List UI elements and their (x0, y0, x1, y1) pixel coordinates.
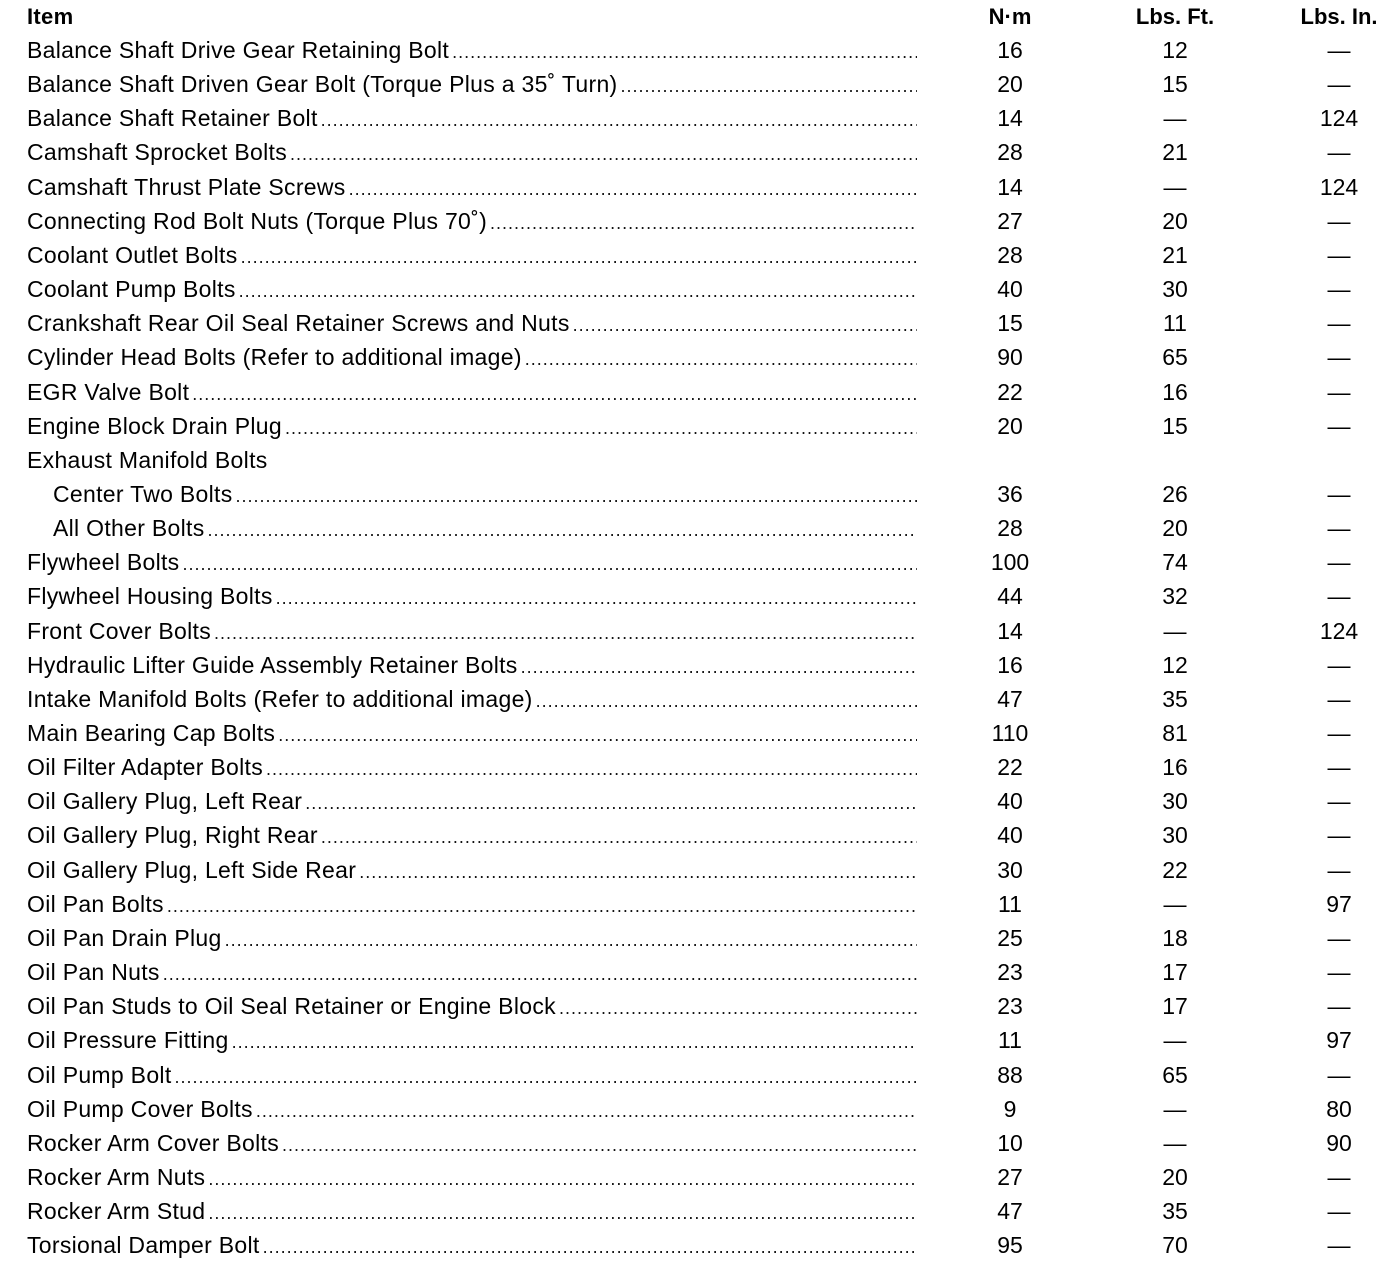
item-cell (27, 1194, 917, 1228)
lbs-ft-value: 18 (1162, 924, 1188, 951)
lbs-ft-value: 22 (1162, 856, 1188, 883)
dot-leader (278, 718, 917, 750)
item-cell (27, 1058, 917, 1092)
item-label: Oil Gallery Plug, Left Side Rear (27, 856, 357, 883)
lbs-in-value: — (1327, 207, 1351, 234)
lbs-ft-value: 16 (1162, 754, 1188, 781)
table-row (0, 204, 1392, 238)
nm-value: 27 (997, 207, 1023, 234)
nm-value: 11 (998, 890, 1022, 917)
nm-value: 10 (997, 1129, 1023, 1156)
dot-leader (359, 855, 917, 887)
dot-leader (208, 513, 918, 545)
table-row (0, 306, 1392, 340)
lbs-ft-value: — (1163, 105, 1187, 132)
nm-value: 110 (991, 720, 1029, 746)
table-row (0, 511, 1392, 545)
item-label: Balance Shaft Driven Gear Bolt (Torque Plus a 35˚ Turn) (27, 71, 618, 98)
lbs-in-value: — (1327, 959, 1351, 986)
lbs-ft-value: — (1163, 1129, 1187, 1156)
item-label: Engine Block Drain Plug (27, 412, 282, 439)
table-row (0, 545, 1392, 579)
item-cell (27, 204, 917, 238)
lbs-in-value: — (1327, 310, 1351, 337)
item-label: Rocker Arm Nuts (27, 1163, 206, 1190)
item-cell (27, 135, 917, 169)
nm-value: 16 (997, 651, 1023, 678)
table-row (0, 955, 1392, 989)
item-cell (27, 1160, 917, 1194)
item-cell (27, 818, 917, 852)
lbs-in-value: 80 (1326, 1095, 1352, 1122)
table-row (0, 989, 1392, 1023)
nm-value: 30 (997, 856, 1023, 883)
item-cell (27, 853, 917, 887)
dot-leader (490, 206, 917, 238)
lbs-ft-value: — (1163, 173, 1187, 200)
lbs-in-value: — (1327, 344, 1351, 371)
lbs-ft-value: 21 (1162, 241, 1188, 268)
nm-value: 23 (997, 993, 1023, 1020)
nm-value: 40 (997, 822, 1023, 849)
nm-value: 11 (998, 1027, 1022, 1054)
lbs-in-value: 97 (1326, 1027, 1352, 1054)
item-label: Oil Pump Cover Bolts (27, 1095, 253, 1122)
item-cell (27, 784, 917, 818)
item-label: Hydraulic Lifter Guide Assembly Retainer Bolts (27, 651, 518, 678)
item-cell (27, 443, 917, 477)
table-row (0, 67, 1392, 101)
dot-leader (525, 342, 917, 374)
table-row (0, 853, 1392, 887)
header-lbs-ft: Lbs. Ft. (1135, 4, 1215, 29)
lbs-in-value: — (1327, 412, 1351, 439)
table-row (0, 340, 1392, 374)
nm-value: 22 (997, 378, 1023, 405)
item-cell (27, 170, 917, 204)
lbs-in-value: 97 (1326, 890, 1352, 917)
item-label: Oil Pan Drain Plug (27, 924, 222, 951)
lbs-ft-value: 65 (1162, 344, 1188, 371)
item-label: Balance Shaft Drive Gear Retaining Bolt (27, 37, 450, 63)
item-cell (27, 101, 917, 135)
item-label: Rocker Arm Cover Bolts (27, 1129, 279, 1156)
nm-value: 28 (997, 241, 1023, 268)
table-row (0, 1092, 1392, 1126)
dot-leader (239, 274, 917, 306)
nm-value: 9 (1003, 1095, 1017, 1122)
nm-value: 23 (997, 959, 1023, 986)
lbs-in-value: — (1327, 480, 1351, 507)
lbs-ft-value: 81 (1162, 720, 1188, 746)
lbs-in-value: — (1327, 1163, 1351, 1190)
lbs-in-value: 124 (1319, 105, 1359, 132)
nm-value (950, 443, 1070, 477)
lbs-ft-value (1115, 443, 1235, 477)
item-cell (27, 375, 917, 409)
lbs-in-value: — (1327, 71, 1351, 98)
nm-value: 40 (997, 276, 1023, 303)
nm-value: 14 (997, 173, 1023, 200)
dot-leader (208, 1196, 917, 1228)
nm-value: 20 (997, 71, 1023, 98)
header-nm: N·m (988, 4, 1032, 29)
table-row (0, 614, 1392, 648)
item-cell (27, 887, 917, 921)
item-cell (27, 716, 917, 750)
lbs-ft-value: 30 (1162, 788, 1188, 815)
nm-value: 28 (997, 139, 1023, 166)
lbs-in-value: — (1327, 1198, 1351, 1225)
lbs-in-value: — (1327, 685, 1351, 712)
dot-leader (208, 1162, 917, 1194)
item-label: Oil Pressure Fitting (27, 1027, 229, 1054)
nm-value: 25 (997, 924, 1023, 951)
nm-value: 88 (997, 1061, 1023, 1088)
dot-leader (266, 752, 917, 784)
item-cell (27, 545, 917, 579)
item-label: Center Two Bolts (53, 480, 233, 507)
lbs-ft-value: — (1163, 890, 1187, 917)
item-cell (27, 921, 917, 955)
table-row (0, 784, 1392, 818)
lbs-in-value: — (1327, 822, 1351, 849)
nm-value: 27 (997, 1163, 1023, 1190)
dot-leader (192, 377, 917, 409)
dot-leader (536, 684, 917, 716)
item-label: Main Bearing Cap Bolts (27, 720, 276, 746)
item-cell (53, 511, 917, 545)
item-cell (27, 614, 917, 648)
lbs-in-value: — (1327, 651, 1351, 678)
lbs-ft-value: — (1163, 1027, 1187, 1054)
dot-leader (263, 1230, 917, 1262)
lbs-in-value: — (1327, 241, 1351, 268)
dot-leader (175, 1060, 917, 1092)
item-cell (27, 272, 917, 306)
table-row (0, 33, 1392, 67)
lbs-in-value: — (1327, 139, 1351, 166)
item-label: Front Cover Bolts (27, 617, 212, 644)
table-row (0, 818, 1392, 852)
item-label: Oil Gallery Plug, Right Rear (27, 822, 318, 849)
dot-leader (349, 172, 917, 204)
item-label: Oil Pan Bolts (27, 890, 164, 917)
dot-leader (276, 581, 917, 613)
table-row (0, 101, 1392, 135)
lbs-ft-value: 70 (1162, 1232, 1188, 1259)
lbs-ft-value: — (1163, 617, 1187, 644)
table-row (0, 1023, 1392, 1057)
item-label: Oil Gallery Plug, Left Rear (27, 788, 303, 815)
lbs-in-value: — (1327, 1061, 1351, 1088)
item-cell (27, 579, 917, 613)
item-cell (27, 989, 917, 1023)
nm-value: 14 (997, 105, 1023, 132)
table-row (0, 1228, 1392, 1262)
nm-value: 40 (997, 788, 1023, 815)
lbs-ft-value: 26 (1162, 480, 1188, 507)
item-label: Oil Pan Nuts (27, 959, 160, 986)
table-row (0, 477, 1392, 511)
lbs-in-value: — (1327, 583, 1351, 610)
lbs-ft-value: 15 (1162, 71, 1188, 98)
item-cell (27, 67, 917, 101)
lbs-in-value: — (1327, 720, 1351, 746)
nm-value: 95 (997, 1232, 1023, 1259)
nm-value: 47 (997, 1198, 1023, 1225)
lbs-ft-value: 35 (1162, 685, 1188, 712)
dot-leader (256, 1094, 917, 1126)
item-label: Flywheel Bolts (27, 549, 180, 576)
item-cell (27, 1092, 917, 1126)
dot-leader (182, 547, 917, 579)
lbs-ft-value: 15 (1162, 412, 1188, 439)
lbs-in-value: — (1327, 754, 1351, 781)
dot-leader (305, 786, 917, 818)
nm-value: 15 (997, 310, 1023, 337)
table-row (0, 170, 1392, 204)
lbs-ft-value: 30 (1162, 822, 1188, 849)
item-label: Balance Shaft Retainer Bolt (27, 105, 318, 132)
table-row (0, 409, 1392, 443)
nm-value: 90 (997, 344, 1023, 371)
lbs-in-value: — (1327, 37, 1351, 63)
lbs-ft-value: 21 (1162, 139, 1188, 166)
dot-leader (225, 923, 917, 955)
item-label: Coolant Outlet Bolts (27, 241, 238, 268)
dot-leader (321, 820, 917, 852)
item-label: Rocker Arm Stud (27, 1198, 206, 1225)
nm-value: 44 (997, 583, 1023, 610)
item-label: Oil Pan Studs to Oil Seal Retainer or Engine Block (27, 993, 556, 1020)
dot-leader (285, 411, 917, 443)
table-row (0, 716, 1392, 750)
item-cell (27, 750, 917, 784)
dot-leader (282, 1128, 917, 1160)
lbs-in-value: — (1327, 378, 1351, 405)
table-row (0, 272, 1392, 306)
dot-leader (236, 479, 917, 511)
nm-value: 20 (997, 412, 1023, 439)
table-row (0, 887, 1392, 921)
header-lbs-in: Lbs. In. (1300, 4, 1378, 29)
dot-leader (232, 1025, 917, 1057)
header-item-label: Item (27, 4, 74, 29)
item-cell (27, 1228, 917, 1262)
item-label: Oil Pump Bolt (27, 1061, 172, 1088)
lbs-ft-value: 20 (1162, 1163, 1188, 1190)
nm-value: 28 (997, 515, 1023, 542)
item-cell (27, 1126, 917, 1160)
dot-leader (573, 308, 917, 340)
dot-leader (321, 103, 917, 135)
table-row (0, 579, 1392, 613)
table-row (0, 238, 1392, 272)
lbs-in-value: — (1327, 993, 1351, 1020)
item-cell (27, 306, 917, 340)
dot-leader (521, 650, 917, 682)
lbs-ft-value: 17 (1162, 959, 1188, 986)
item-label: Torsional Damper Bolt (27, 1232, 260, 1259)
dot-leader (241, 240, 917, 272)
table-row (0, 750, 1392, 784)
nm-value: 14 (997, 617, 1023, 644)
lbs-ft-value: 65 (1162, 1061, 1188, 1088)
lbs-in-value: 124 (1319, 617, 1359, 644)
lbs-ft-value: — (1163, 1095, 1187, 1122)
dot-leader (559, 991, 917, 1023)
nm-value: 47 (997, 685, 1023, 712)
item-label: Flywheel Housing Bolts (27, 583, 273, 610)
dot-leader (452, 35, 917, 67)
lbs-ft-value: 12 (1162, 37, 1188, 63)
lbs-in-value: — (1327, 788, 1351, 815)
table-row (0, 1058, 1392, 1092)
nm-value: 16 (997, 37, 1023, 63)
table-row (0, 375, 1392, 409)
lbs-in-value: 124 (1319, 173, 1359, 200)
lbs-ft-value: 16 (1162, 378, 1188, 405)
item-label: Cylinder Head Bolts (Refer to additional image) (27, 344, 522, 371)
item-label: Oil Filter Adapter Bolts (27, 754, 264, 781)
lbs-ft-value: 30 (1162, 276, 1188, 303)
lbs-ft-value: 20 (1162, 515, 1188, 542)
item-cell (27, 340, 917, 374)
item-label: EGR Valve Bolt (27, 378, 190, 405)
header-item (27, 0, 917, 34)
lbs-ft-value: 74 (1162, 549, 1188, 576)
item-label: Crankshaft Rear Oil Seal Retainer Screws and Nuts (27, 310, 570, 337)
item-cell (53, 477, 917, 511)
dot-leader (163, 957, 917, 989)
nm-value: 36 (997, 480, 1023, 507)
lbs-in-value: 90 (1326, 1129, 1352, 1156)
item-label: Exhaust Manifold Bolts (27, 446, 268, 473)
table-row (0, 921, 1392, 955)
lbs-in-value: — (1327, 515, 1351, 542)
item-cell (27, 955, 917, 989)
lbs-in-value: — (1327, 856, 1351, 883)
lbs-ft-value: 20 (1162, 207, 1188, 234)
table-header-row (0, 0, 1392, 34)
item-cell (27, 33, 917, 67)
item-label: Camshaft Sprocket Bolts (27, 139, 288, 166)
nm-value: 22 (997, 754, 1023, 781)
item-label: Camshaft Thrust Plate Screws (27, 173, 346, 200)
dot-leader (214, 616, 917, 648)
lbs-in-value: — (1327, 1232, 1351, 1259)
lbs-ft-value: 11 (1163, 310, 1187, 337)
lbs-in-value: — (1327, 276, 1351, 303)
table-row (0, 1194, 1392, 1228)
item-label: All Other Bolts (53, 515, 205, 542)
item-label: Connecting Rod Bolt Nuts (Torque Plus 70˚) (27, 207, 488, 234)
table-row (0, 1126, 1392, 1160)
lbs-ft-value: 35 (1162, 1198, 1188, 1225)
item-cell (27, 409, 917, 443)
nm-value: 100 (990, 549, 1030, 576)
lbs-in-value (1279, 443, 1392, 477)
item-cell (27, 238, 917, 272)
table-row (0, 648, 1392, 682)
lbs-in-value: — (1327, 549, 1351, 576)
table-row (0, 443, 1392, 477)
item-cell (27, 682, 917, 716)
item-cell (27, 1023, 917, 1057)
item-cell (27, 648, 917, 682)
table-row (0, 135, 1392, 169)
dot-leader (167, 889, 917, 921)
lbs-in-value: — (1327, 924, 1351, 951)
lbs-ft-value: 12 (1162, 651, 1188, 678)
item-label: Coolant Pump Bolts (27, 276, 236, 303)
dot-leader (621, 69, 918, 101)
lbs-ft-value: 17 (1162, 993, 1188, 1020)
item-label: Intake Manifold Bolts (Refer to additional image) (27, 685, 533, 712)
table-row (0, 1160, 1392, 1194)
table-row (0, 682, 1392, 716)
lbs-ft-value: 32 (1162, 583, 1188, 610)
dot-leader (290, 137, 917, 169)
